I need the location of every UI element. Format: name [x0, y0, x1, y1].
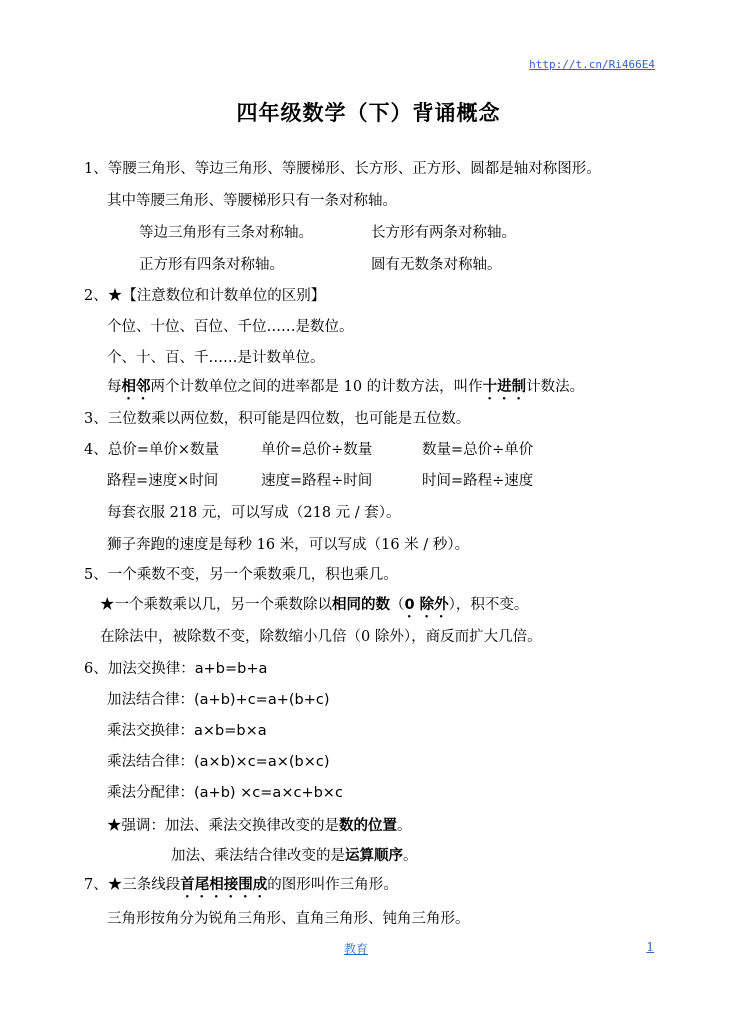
s2-line3-pre: 每: [107, 379, 122, 395]
s4-line1b: 单价=总价÷数量: [261, 442, 373, 458]
s7-line1: [84, 875, 398, 901]
s5-line2-paren: （: [390, 597, 405, 613]
s6-line4: [107, 752, 330, 772]
s4-line3: 每套衣服 218 元，可以写成（218 元 / 套）。: [107, 505, 401, 521]
s6-line2: [107, 690, 330, 710]
s5-line2-post: ），积不变。: [448, 597, 529, 613]
s6-line7: [171, 846, 418, 866]
s2-line1: 个位、十位、百位、千位……是数位。: [107, 319, 354, 335]
s6-line5: [107, 783, 343, 803]
s6-line5-formula: (a+b) ×c=a×c+b×c: [194, 785, 343, 801]
s5-line1: 5、一个乘数不变，另一个乘数乘几，积也乘几。: [84, 567, 398, 583]
s6-line2-label: 加法结合律：: [107, 692, 194, 708]
s6-line3-formula: a×b=b×a: [194, 723, 267, 739]
s6-line6-post: 。: [397, 818, 412, 834]
header-link[interactable]: http://t.cn/Ri466E4: [529, 58, 655, 71]
s6-line6: [107, 816, 412, 836]
s6-line7-pre: 加法、乘法结合律改变的是: [171, 848, 345, 864]
s1-line4b: 圆有无数条对称轴。: [371, 257, 502, 273]
s2-line3-emphasis2: 十进制: [482, 379, 527, 395]
s6-line6-pre: ★强调：加法、乘法交换律改变的是: [107, 818, 339, 834]
s6-line5-label: 乘法分配律：: [107, 785, 194, 801]
s3-line1: 3、三位数乘以两位数，积可能是四位数，也可能是五位数。: [84, 411, 471, 427]
s1-line3b: 长方形有两条对称轴。: [371, 225, 516, 241]
s6-line7-post: 。: [403, 848, 418, 864]
s2-line3-mid: 两个计数单位之间的进率都是 10 的计数方法，叫作: [150, 379, 483, 395]
s4-line1a: 4、总价=单价×数量: [84, 442, 220, 458]
s1-line4a: 正方形有四条对称轴。: [139, 257, 284, 273]
s5-line3: 在除法中，被除数不变，除数缩小几倍（0 除外），商反而扩大几倍。: [100, 629, 542, 645]
s6-line4-label: 乘法结合律：: [107, 754, 194, 770]
s6-line1: [84, 659, 267, 679]
s6-line7-bold: 运算顺序: [345, 848, 403, 864]
s7-line1-emphasis: 首尾相接围成: [180, 877, 268, 893]
s1-line3a: 等边三角形有三条对称轴。: [139, 225, 313, 241]
s1-line1: 1、等腰三角形、等边三角形、等腰梯形、长方形、正方形、圆都是轴对称图形。: [84, 161, 601, 177]
s2-line3: [107, 377, 584, 403]
s4-line2c: 时间=路程÷速度: [422, 473, 534, 489]
s2-line3-post: 计数法。: [526, 379, 585, 395]
s5-line2: [100, 595, 528, 621]
s6-line4-formula: (a×b)×c=a×(b×c): [194, 754, 330, 770]
s2-heading: 2、★【注意数位和计数单位的区别】: [84, 288, 326, 304]
s4-line2b: 速度=路程÷时间: [261, 473, 373, 489]
s4-line4: 狮子奔跑的速度是每秒 16 米，可以写成（16 米 / 秒）。: [107, 537, 470, 553]
s7-line1-post: 的图形叫作三角形。: [267, 877, 398, 893]
s5-line2-pre: ★一个乘数乘以几，另一个乘数除以: [100, 597, 332, 613]
s6-line6-bold: 数的位置: [339, 818, 397, 834]
s7-line1-pre: 7、★三条线段: [84, 877, 181, 893]
s4-line1c: 数量=总价÷单价: [422, 442, 534, 458]
s5-line2-bold: 相同的数: [332, 597, 390, 613]
s6-line1-formula: a+b=b+a: [194, 661, 268, 677]
s6-line3: [107, 721, 267, 741]
s6-line1-label: 6、加法交换律：: [84, 661, 195, 677]
page-number[interactable]: 1: [646, 940, 654, 954]
footer-link[interactable]: 教育: [343, 942, 368, 956]
s6-line2-formula: (a+b)+c=a+(b+c): [194, 692, 330, 708]
s2-line2: 个、十、百、千……是计数单位。: [107, 350, 325, 366]
s4-line2a: 路程=速度×时间: [107, 473, 219, 489]
s2-line3-emphasis1: 相邻: [121, 379, 151, 395]
s6-line3-label: 乘法交换律：: [107, 723, 194, 739]
page-title: 四年级数学（下）背诵概念: [236, 101, 501, 125]
s5-line2-emphasis: 0 除外: [404, 597, 449, 613]
s7-line2: 三角形按角分为锐角三角形、直角三角形、钝角三角形。: [107, 911, 470, 927]
s1-line2: 其中等腰三角形、等腰梯形只有一条对称轴。: [107, 193, 397, 209]
